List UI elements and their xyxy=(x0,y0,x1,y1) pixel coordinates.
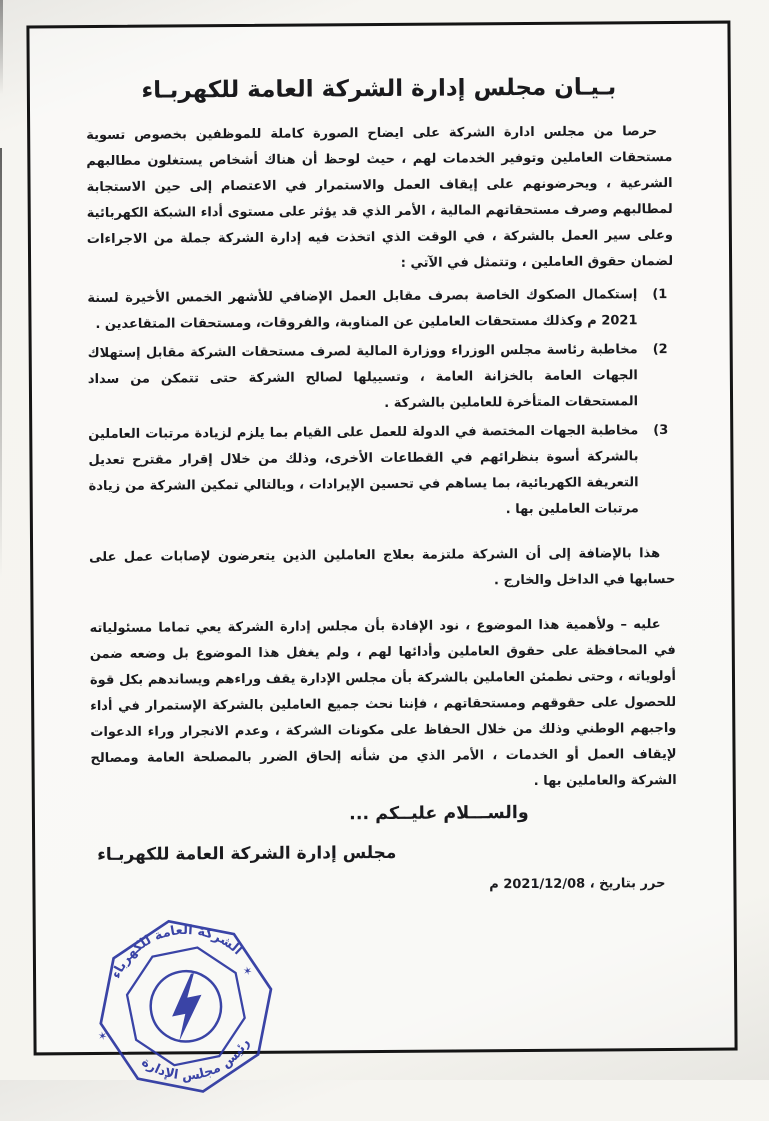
intro-paragraph: حرصا من مجلس ادارة الشركة على ايضاح الصورة كاملة للموظفين بخصوص تسوية مستحقات العاملين وتوفير الخدمات لهم ، حيث لوحظ أن هناك أشخاص يستغلون مطالبهم الشرعية ، ويحرضونهم على إيقاف العمل والاستمرار في الاعتصام إلى حين الاستجابة لمطالبهم وصرف مستحقاتهم المالية ، الأمر الذي قد يؤثر على مستوى أداء الشبكة الكهربائية وعلى سير العمل بالشركة ، في الوقت الذي اتخذت فيه إدارة الشركة جملة من الاجراءات لضمان حقوق العاملين ، وتتمثل في الآتي : xyxy=(86,124,674,271)
item-number: 1) xyxy=(652,287,668,303)
addendum-paragraph: هذا بالإضافة إلى أن الشركة ملتزمة بعلاج العاملين الذين يتعرضون لإصابات عمل على حسابها في الداخل والخارج . xyxy=(89,546,676,589)
conclusion-paragraph: عليه – ولأهمية هذا الموضوع ، نود الإفادة بأن مجلس إدارة الشركة يعي تماما مسئولياته في المحافظة على حقوق العاملين وأدائها لهم ، ولم يغفل هذا الموضوع بل وضعه ضمن أولوياته ، وحتى نطمئن العاملين بالشركة بأن مجلس الإدارة يقف وراءهم ويساندهم بكل قوة للحصول على حقوقهم ومستحقاتهم ، فإننا نحث جميع العاملين بالشركة الإستمرار في أداء واجبهم الوطني وذلك من خلال الحفاظ على مكونات الشركة ، وعدم الانجرار وراء الدعوات لإيقاف العمل أو الخدمات ، الأمر الذي من شأنه إلحاق الضرر بالمصلحة العامة ومصالح الشركة والعاملين بها . xyxy=(89,617,677,789)
lightning-bolt-icon xyxy=(165,972,210,1041)
star-icon: ✶ xyxy=(96,1028,109,1044)
measures-list xyxy=(87,282,675,526)
item-text: مخاطبة الجهات المختصة في الدولة للعمل على القيام بما يلزم لزيادة مرتبات العاملين بالشركة أسوة بنظرائهم في القطاعات الأخرى، وذلك من خلال إقرار مقترح تعديل التعريفة الكهربائية، بما يساهم في تحسين الإيرادات ، وبالتالي تمكين الشركة من زيادة مرتبات العاملين بها . xyxy=(88,423,639,518)
document-body xyxy=(30,74,735,1103)
item-text: إستكمال الصكوك الخاصة بصرف مقابل العمل الإضافي للأشهر الخمس الأخيرة لسنة 2021 م وكذلك مستحقات العاملين عن المناوبة، والفروقات، ومستحقات المتقاعدين . xyxy=(87,287,638,332)
item-text: مخاطبة رئاسة مجلس الوزراء ووزارة المالية لصرف مستحقات الشركة مقابل إستهلاك الجهات العامة بالخزانة العامة ، وتسييلها لصالح الشركة حتى تتمكن من سداد المستحقات المتأخرة للعاملين بالشركة . xyxy=(87,342,639,411)
page-frame xyxy=(26,21,737,1084)
svg-text:رئيس مجلس الإدارة xyxy=(137,1034,259,1094)
item-number: 2) xyxy=(652,342,668,358)
list-item xyxy=(87,282,673,338)
scan-edge-artifact xyxy=(0,148,2,578)
signature-line: مجلس إدارة الشركة العامة للكهربـاء xyxy=(97,842,397,865)
item-number: 3) xyxy=(653,422,669,439)
star-icon: ✶ xyxy=(241,963,254,979)
stamp-top-text: الشركة العامة للكهرباء xyxy=(108,923,245,981)
date-line: حرر بتاريخ ، 2021/12/08 م xyxy=(489,876,666,893)
stamp-bottom-text: رئيس مجلس الإدارة xyxy=(138,1036,253,1084)
list-item xyxy=(88,418,675,526)
company-stamp xyxy=(66,897,307,1120)
salutation-line: والســـلام عليــكم ... xyxy=(349,802,529,825)
document-title: بـيـان مجلس إدارة الشركة العامة للكهربـاء xyxy=(141,74,617,104)
list-item xyxy=(88,337,675,419)
scan-edge-artifact xyxy=(0,0,3,95)
